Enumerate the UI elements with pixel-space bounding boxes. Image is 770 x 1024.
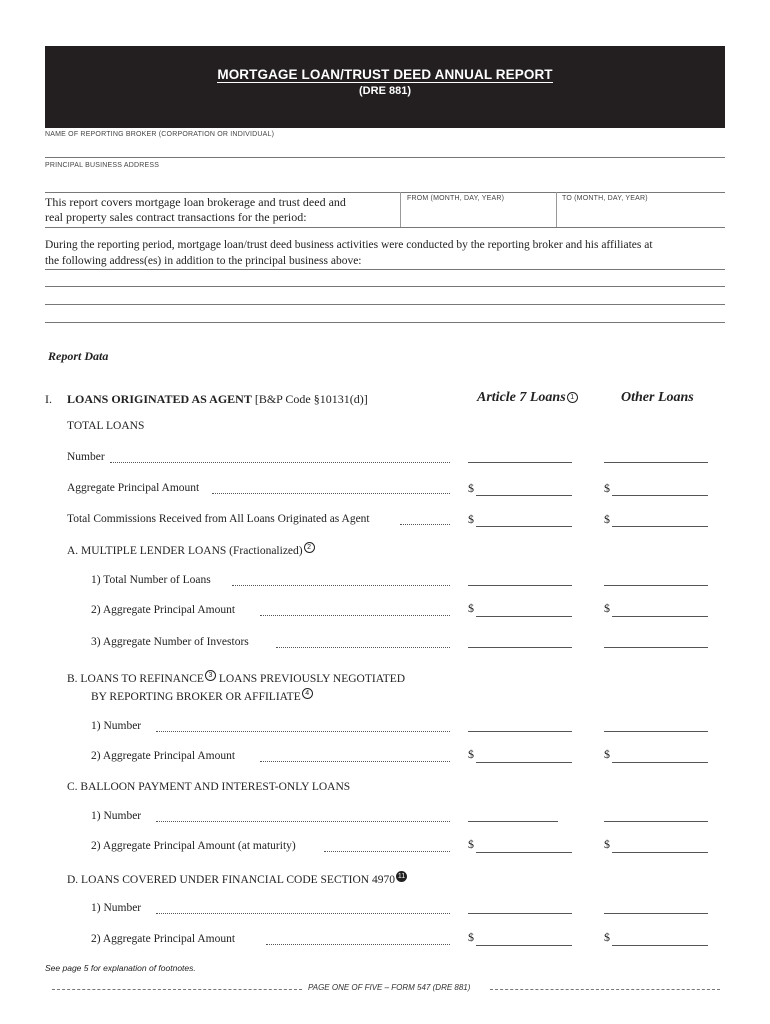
row-aggregate-label: Aggregate Principal Amount [67,482,200,494]
period-bottom-line [45,227,725,228]
c2-article7-field[interactable] [476,852,572,853]
footnote-3-icon: 3 [205,670,216,681]
address-line-4[interactable] [45,322,725,323]
to-date-field[interactable] [557,200,724,226]
report-data-title: Report Data [48,349,109,363]
b2-label: 2) Aggregate Principal Amount [91,750,236,762]
footnote-11-icon: 11 [397,873,406,880]
footnote-4-icon: 4 [302,688,313,699]
b1-article7-field[interactable] [468,731,572,732]
b2-other-field[interactable] [612,762,708,763]
a3-other-field[interactable] [604,647,708,648]
aggregate-other-field[interactable] [612,495,708,496]
col-article7: Article 7 Loans 1 [477,390,578,406]
section-d-title: D. LOANS COVERED UNDER FINANCIAL CODE SECTION 4970 11 [67,873,406,886]
affiliates-text-1: During the reporting period, mortgage loan/trust deed business activities were conducted by the reporting broker and his affiliates at [45,239,653,251]
to-label: TO (MONTH, DAY, YEAR) [562,195,648,202]
period-text-1: This report covers mortgage loan brokerage and trust deed and [45,195,346,209]
form-header [45,46,725,128]
d2-article7-field[interactable] [476,945,572,946]
a2-article7-field[interactable] [476,616,572,617]
d2-other-field[interactable] [612,945,708,946]
total-loans-label: TOTAL LOANS [67,420,145,432]
c1-article7-field[interactable] [468,821,558,822]
col-other: Other Loans [621,390,694,405]
c1-other-field[interactable] [604,821,708,822]
section-b-title-1: B. LOANS TO REFINANCE 3 LOANS PREVIOUSLY NEGOTIATED [67,672,406,685]
number-other-field[interactable] [604,462,708,463]
d1-article7-field[interactable] [468,913,572,914]
from-label: FROM (MONTH, DAY, YEAR) [407,195,505,202]
page-footer: PAGE ONE OF FIVE – FORM 547 (DRE 881) [308,983,471,992]
section-a-title: A. MULTIPLE LENDER LOANS (Fractionalized) 2 [67,542,315,557]
a2-label: 2) Aggregate Principal Amount [91,604,236,616]
b1-other-field[interactable] [604,731,708,732]
footnote-2-icon: 2 [304,542,315,553]
row-number-label: Number [67,451,105,463]
period-text-2: real property sales contract transactions for the period: [45,210,307,224]
broker-name-field[interactable] [45,157,725,158]
b1-label: 1) Number [91,720,142,732]
from-date-field[interactable] [401,200,555,226]
c2-other-field[interactable] [612,852,708,853]
d1-label: 1) Number [91,902,142,914]
d2-label: 2) Aggregate Principal Amount [91,933,236,945]
c2-label: 2) Aggregate Principal Amount (at maturity) [91,840,296,852]
section-heading: LOANS ORIGINATED AS AGENT [B&P Code §10131(d)] [67,392,368,406]
d1-other-field[interactable] [604,913,708,914]
commissions-article7-field[interactable] [476,526,572,527]
footnote-1-icon: 1 [567,392,578,403]
address-line-3[interactable] [45,304,725,305]
a1-label: 1) Total Number of Loans [91,574,211,586]
form-subtitle: (DRE 881) [359,85,411,97]
address-field[interactable] [45,192,725,193]
a1-other-field[interactable] [604,585,708,586]
address-label: PRINCIPAL BUSINESS ADDRESS [45,162,160,169]
form-title: MORTGAGE LOAN/TRUST DEED ANNUAL REPORT [217,67,553,82]
number-article7-field[interactable] [468,462,572,463]
a3-article7-field[interactable] [468,647,572,648]
section-c-title: C. BALLOON PAYMENT AND INTEREST-ONLY LOANS [67,781,351,793]
footnote-note: See page 5 for explanation of footnotes. [45,963,196,973]
aggregate-article7-field[interactable] [476,495,572,496]
commissions-other-field[interactable] [612,526,708,527]
a1-article7-field[interactable] [468,585,572,586]
a3-label: 3) Aggregate Number of Investors [91,636,249,648]
c1-label: 1) Number [91,810,142,822]
b2-article7-field[interactable] [476,762,572,763]
row-commissions-label: Total Commissions Received from All Loans Originated as Agent [67,513,370,525]
affiliates-text-2: the following address(es) in addition to the principal business above: [45,255,362,267]
address-line-1[interactable] [45,269,725,270]
a2-other-field[interactable] [612,616,708,617]
address-line-2[interactable] [45,286,725,287]
section-b-title-2: BY REPORTING BROKER OR AFFILIATE 4 [91,688,313,703]
broker-name-label: NAME OF REPORTING BROKER (CORPORATION OR INDIVIDUAL) [45,131,275,138]
section-roman: I. [45,392,52,406]
